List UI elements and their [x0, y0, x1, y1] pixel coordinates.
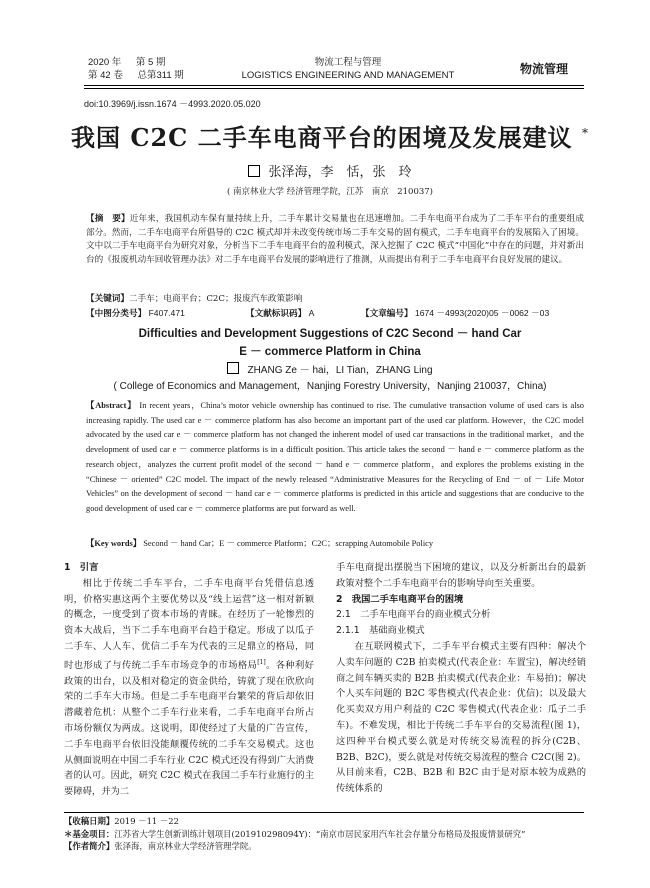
keywords-en-text: Second － hand Car；E － commerce Platform；C2C；scrapping Automobile Policy: [143, 539, 434, 548]
author-bio-value: 张泽海，南京林业大学经济管理学院。: [114, 841, 257, 851]
abstract-cn-label: 【摘 要】: [86, 214, 130, 224]
header-issue: 第 5 期: [135, 57, 166, 68]
clc-label: 【中图分类号】: [86, 309, 147, 319]
body-column-right: [336, 560, 586, 797]
doc-code: [246, 307, 314, 319]
section-1-text-b: 。各种利好政策的出台，以及相对稳定的资金供给，铸就了现在欣欣向荣的二手车大市场。但是二手车电商平台繁荣的背后却依旧潜藏着危机：从整个二手车行业来看，二手车电商平台所占市场份额仅为两成。这说明，即使经过了大量的广告宣传，二手车电商平台依旧没能颠覆传统的二手车交易模式。这也从侧面说明在中国二手车行业 C2C 模式还没有得到广大消费者的认可。因此，研究 C2C 模式在我国二手车行业施行的主要障碍，并为二: [64, 659, 314, 798]
received-label: 【收稿日期】: [64, 816, 115, 826]
keywords-en-label: 【Key words】: [86, 539, 142, 548]
authors-en: [60, 361, 600, 376]
abstract-cn-text: 近年来，我国机动车保有量持续上升，二手车累计交易量也在迅速增加。二手车电商平台成为了二手车平台的重要组成部分。然而，二手车电商平台所倡导的 C2C 模式却并未改变传统市场二手车交易的固有模式，二手车电商平台的发展陷入了困境。文中以二手车电商平台为研究对象，分析当下二手车电商平台的盈利模式，深入挖掘了 C2C 模式“中国化”中存在的问题，并对新出台的《报废机动车回收管理办法》对二手车电商平台发展的影响进行了推测，从而提出有利于二手车电商平台良好发展的建议。: [86, 214, 584, 265]
header-year: 2020 年: [88, 57, 122, 68]
section-2-1-1-heading: 2.1.1 基础商业模式: [336, 625, 425, 637]
header-divider-thin: [84, 88, 584, 89]
authors-cn-text: 张泽海，李 恬，张 玲: [268, 165, 412, 180]
affiliation-cn: ( 南京林业大学 经济管理学院，江苏 南京 210037): [227, 187, 433, 197]
keywords-cn: [86, 292, 584, 304]
keywords-cn-text: 二手车；电商平台；C2C；报废汽车政策影响: [128, 294, 303, 304]
authors-en-text: ZHANG Ze － hai，LI Tian，ZHANG Ling: [247, 365, 433, 376]
doc-code-label: 【文献标识码】: [246, 309, 307, 319]
header-issue-info: [88, 56, 196, 82]
fund-value: 江苏省大学生创新训练计划项目(201910298094Y)：“南京市居民家用汽车社会存量分布格局及报废情景研究”: [114, 828, 526, 839]
section-2-heading: 2 我国二手车电商平台的困境: [336, 593, 464, 605]
footnotes: [64, 815, 594, 853]
abstract-en-text: In recent years，China’s motor vehicle ownership has continued to rise. The cumulative transaction volume of used cars is also increasing rapidly. The used car e － commerce platform has also become an important part of the used car platform. However，the C2C model advocated by the used car e － commerce platform has not changed the inherent model of used car transactions in the traditional market，and the development of used car e － commerce platforms is in a difficult position. This article takes the second － hand e － commerce platform as the research object，analyzes the current profit model of the second － hand e － commerce platform，and explores the problems existing in the “Chinese － oriented” C2C model. The impact of the newly released “Administrative Measures for the Recycling of End － of － Life Motor Vehicles” on the development of second － hand car e － commerce platforms is predicted in this article and suggestions that are conducive to the good development of used car e － commerce platforms are put forward as well.: [86, 401, 584, 513]
header-journal: [218, 56, 478, 82]
author-box-en-icon: [227, 362, 239, 374]
fund-label: ＊基金项目：: [64, 828, 115, 839]
received-value: 2019 －11 －22: [114, 816, 179, 826]
abstract-en-label: 【Abstract】: [86, 401, 137, 410]
journal-name-cn: 物流工程与管理: [314, 57, 382, 68]
page-title-en: [60, 325, 600, 361]
author-bio: [64, 840, 594, 853]
clc-number: [86, 307, 185, 319]
authors-cn: [60, 161, 600, 180]
footnote-divider: [64, 812, 584, 813]
fund-info: [64, 828, 594, 841]
page-title-cn: [60, 118, 600, 153]
section-1-heading: 1 引言: [64, 562, 99, 573]
intro-continuation: 手车电商提出摆脱当下困境的建议，以及分析新出台的最新政策对整个二手车电商平台的影响导向至关重要。: [336, 562, 586, 589]
section-2-1-heading: 2.1 二手车电商平台的商业模式分析: [336, 609, 491, 621]
header-divider: [84, 85, 584, 86]
title-footnote-mark: *: [581, 126, 589, 140]
received-date: [64, 815, 594, 828]
title-en-line2: E － commerce Platform in China: [239, 346, 421, 358]
author-box-icon: [248, 165, 260, 177]
keywords-cn-label: 【关键词】: [86, 294, 129, 304]
header-section: 物流管理: [520, 62, 569, 76]
header-volume: 第 42 卷: [88, 70, 123, 81]
section-1-paragraph: [64, 576, 314, 800]
title-en-line1: Difficulties and Development Suggestions of C2C Second － hand Car: [138, 328, 522, 340]
title-cn-text: 我国 C2C 二手车电商平台的困境及发展建议: [71, 123, 573, 152]
clc-value: F407.471: [148, 308, 185, 318]
doi: doi:10.3969/j.issn.1674 －4993.2020.05.020: [84, 99, 261, 109]
article-number-label: 【文章编号】: [361, 309, 413, 319]
article-number: [361, 307, 549, 319]
author-bio-label: 【作者简介】: [64, 841, 115, 851]
header-total-issue: 总第311 期: [137, 70, 184, 81]
abstract-cn: [86, 213, 584, 267]
journal-name-en: LOGISTICS ENGINEERING AND MANAGEMENT: [241, 70, 455, 81]
section-2-1-1-paragraph: 在互联网模式下，二手车平台模式主要有四种：解决个人卖车问题的 C2B 拍卖模式(代表企业：车置宝)，解决经销商之间车辆买卖的 B2B 拍卖模式(代表企业：车易拍)；解决个人买车问题的 B2C 零售模式(代表企业：优信)；以及最大化买卖双方用户利益的 C2C 零售模式(代表企业：瓜子二手车)。不难发现，相比于传统二手车平台的交易流程(图 1)，这四种平台模式要么就是对传统交易流程的拆分(C2B、B2B、B2C)，要么就是对传统交易流程的整合 C2C(图 2)。从目前来看，C2B、B2B 和 B2C 由于是对原本较为成熟的传统体系的: [336, 640, 586, 795]
body-column-left: [64, 560, 314, 800]
abstract-en: [86, 399, 584, 517]
section-1-text-a: 相比于传统二手车平台，二手车电商平台凭借信息透明，价格实惠这两个主要优势以及“线上运营”这一相对新颖的概念，一度受到了资本市场的青睐。在经历了一轮惨烈的资本大战后，当下二手车电商平台趋于稳定。形成了以瓜子二手车、人人车、优信二手车为代表的三足鼎立的格局，同时也形成了与传统二手车市场竞争的市场格局: [64, 577, 314, 671]
doc-code-value: A: [308, 308, 315, 318]
keywords-en: [86, 537, 584, 549]
affiliation-en: ( College of Economics and Management，Nanjing Forestry University，Nanjing 210037，China): [113, 381, 547, 392]
citation-1: [1]: [257, 658, 266, 666]
article-number-value: 1674 －4993(2020)05 －0062 －03: [414, 308, 550, 318]
